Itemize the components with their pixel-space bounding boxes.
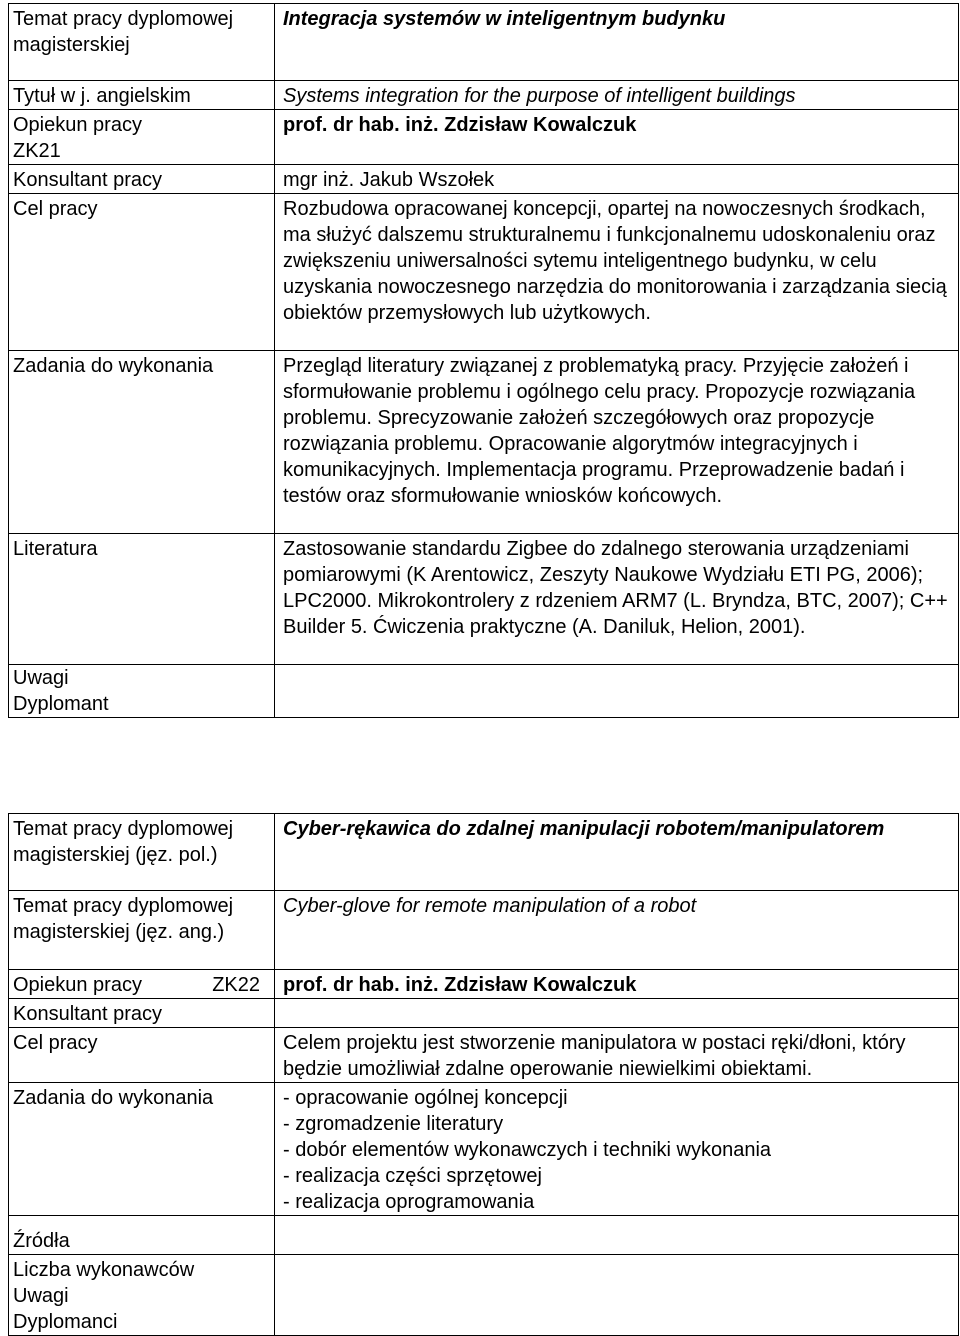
supervisor-code: ZK22 — [212, 974, 260, 996]
row-label: Cel pracy — [9, 1028, 275, 1083]
row-label — [9, 1255, 275, 1336]
supervisor-label: Opiekun pracy — [13, 974, 142, 996]
row-label: Temat pracy dyplomowej magisterskiej (jęz. pol.) — [9, 814, 275, 891]
list-item: - zgromadzenie literatury — [283, 1113, 504, 1135]
thesis-goal: Rozbudowa opracowanej koncepcji, opartej na nowoczesnych środkach, ma służyć dalszemu strukturalnemu i funkcjonalnemu udoskonaleniu oraz zwiększeniu uniwersalności sytemu inteligentnego budynku, w celu uzyskania nowoczesnego narzędzia do monitorowania i zarządzania siecią obiektów przemysłowych lub użytkowych. — [275, 194, 959, 351]
thesis-goal: Celem projektu jest stworzenie manipulatora w postaci ręki/dłoni, który będzie umożliwiał zdalne operowanie niewielkimi obiektami. — [275, 1028, 959, 1083]
supervisor-label: Opiekun pracy — [13, 114, 142, 136]
supervisor-name: prof. dr hab. inż. Zdzisław Kowalczuk — [275, 110, 959, 165]
table-row — [9, 165, 959, 194]
list-item: - dobór elementów wykonawczych i techniki wykonania — [283, 1139, 772, 1161]
supervisor-code: ZK21 — [13, 140, 61, 162]
table-row — [9, 351, 959, 534]
row-label: Literatura — [9, 534, 275, 665]
supervisor-name: prof. dr hab. inż. Zdzisław Kowalczuk — [275, 970, 959, 999]
row-label — [9, 665, 275, 718]
students-label: Dyplomanci — [13, 1311, 118, 1333]
row-label: Źródła — [9, 1216, 275, 1255]
sources-value — [275, 1216, 959, 1255]
notes-label: Uwagi — [13, 667, 69, 689]
table-row — [9, 999, 959, 1028]
row-label: Tytuł w j. angielskim — [9, 81, 275, 110]
thesis-title-en: Systems integration for the purpose of intelligent buildings — [275, 81, 959, 110]
table-row — [9, 194, 959, 351]
row-label: Zadania do wykonania — [9, 351, 275, 534]
row-label: Temat pracy dyplomowej magisterskiej (jęz. ang.) — [9, 891, 275, 970]
table-row — [9, 1083, 959, 1216]
consultant-name: mgr inż. Jakub Wszołek — [275, 165, 959, 194]
table-row — [9, 1255, 959, 1336]
list-item: - realizacja części sprzętowej — [283, 1165, 542, 1187]
notes-value — [275, 665, 959, 718]
table-row — [9, 1216, 959, 1255]
authors-count-label: Liczba wykonawców — [13, 1259, 195, 1281]
list-item: - realizacja oprogramowania — [283, 1191, 535, 1213]
row-label: Temat pracy dyplomowej magisterskiej — [9, 4, 275, 81]
row-label — [9, 110, 275, 165]
table-row — [9, 891, 959, 970]
table-row — [9, 534, 959, 665]
row-label: Konsultant pracy — [9, 165, 275, 194]
table-row — [9, 814, 959, 891]
notes-value — [275, 1255, 959, 1336]
table-row — [9, 1028, 959, 1083]
thesis-table-1 — [8, 3, 959, 718]
thesis-title-pl: Cyber-rękawica do zdalnej manipulacji robotem/manipulatorem — [275, 814, 959, 891]
row-label — [9, 970, 275, 999]
thesis-literature: Zastosowanie standardu Zigbee do zdalnego sterowania urządzeniami pomiarowymi (K Arentowicz, Zeszyty Naukowe Wydziału ETI PG, 2006); LPC2000. Mikrokontrolery z rdzeniem ARM7 (L. Bryndza, BTC, 2007); C++ Builder 5. Ćwiczenia praktyczne (A. Daniluk, Helion, 2001). — [275, 534, 959, 665]
thesis-title-pl: Integracja systemów w inteligentnym budynku — [275, 4, 959, 81]
table-row — [9, 110, 959, 165]
list-item: - opracowanie ogólnej koncepcji — [283, 1087, 568, 1109]
thesis-tasks — [275, 1083, 959, 1216]
table-row — [9, 81, 959, 110]
consultant-name — [275, 999, 959, 1028]
student-label: Dyplomant — [13, 693, 109, 715]
table-row — [9, 970, 959, 999]
thesis-title-en: Cyber-glove for remote manipulation of a robot — [275, 891, 959, 970]
table-row — [9, 665, 959, 718]
row-label: Cel pracy — [9, 194, 275, 351]
row-label: Zadania do wykonania — [9, 1083, 275, 1216]
row-label: Konsultant pracy — [9, 999, 275, 1028]
thesis-tasks: Przegląd literatury związanej z problematyką pracy. Przyjęcie założeń i sformułowanie problemu i ogólnego celu pracy. Propozycje rozwiązania problemu. Sprecyzowanie założeń szczegółowych oraz propozycje rozwiązania problemu. Opracowanie algorytmów integracyjnych i komunikacyjnych. Implementacja programu. Przeprowadzenie badań i testów oraz sformułowanie wniosków końcowych. — [275, 351, 959, 534]
notes-label: Uwagi — [13, 1285, 69, 1307]
table-row — [9, 4, 959, 81]
thesis-table-2 — [8, 813, 959, 1336]
